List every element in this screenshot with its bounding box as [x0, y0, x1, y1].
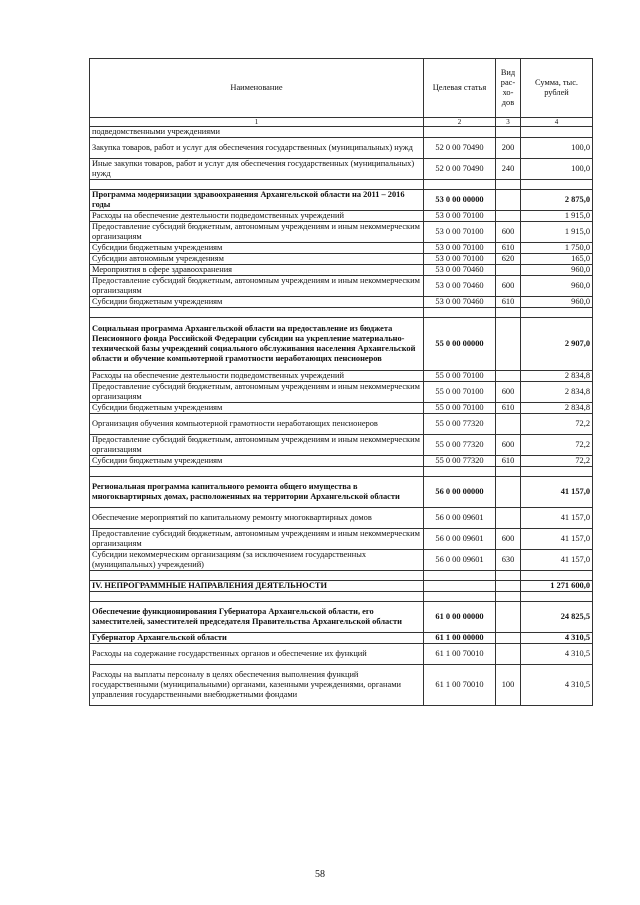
empty-cell [424, 592, 496, 602]
row-target-article: 61 1 00 70010 [424, 644, 496, 665]
table-row [90, 456, 593, 467]
column-numbers-row [90, 118, 593, 127]
row-sum: 1 271 600,0 [521, 581, 593, 592]
row-expense-type: 600 [496, 435, 521, 456]
empty-cell [90, 180, 424, 190]
row-target-article: 55 0 00 70100 [424, 382, 496, 403]
row-name: Иные закупки товаров, работ и услуг для обеспечения государственных (муниципальных) нужд [90, 159, 424, 180]
row-target-article: 53 0 00 70100 [424, 211, 496, 222]
empty-cell [424, 180, 496, 190]
row-name: подведомственными учреждениями [90, 127, 424, 138]
row-name: Расходы на выплаты персоналу в целях обеспечения выполнения функций государственными (муниципальными) органами, казенными учреждениями, органами управления государственными внебюджетными фондами [90, 665, 424, 706]
table-row [90, 318, 593, 371]
row-sum: 2 834,8 [521, 382, 593, 403]
row-sum: 41 157,0 [521, 508, 593, 529]
row-sum: 72,2 [521, 414, 593, 435]
row-name: Субсидии бюджетным учреждениям [90, 243, 424, 254]
header-expense-type: Вид рас-хо-дов [496, 59, 521, 118]
table-row [90, 159, 593, 180]
empty-cell [424, 571, 496, 581]
row-target-article: 61 0 00 00000 [424, 602, 496, 633]
row-expense-type: 100 [496, 665, 521, 706]
row-target-article: 55 0 00 00000 [424, 318, 496, 371]
table-row [90, 371, 593, 382]
row-name: Субсидии автономным учреждениям [90, 254, 424, 265]
table-row [90, 550, 593, 571]
header-target-article: Целевая статья [424, 59, 496, 118]
row-target-article: 53 0 00 70460 [424, 297, 496, 308]
row-name: Социальная программа Архангельской области на предоставление из бюджета Пенсионного фонда Российской Федерации субсидии на укрепление материально-технической базы учреждений социального обслуживания населения Архангельской области и обучение компьютерной грамотности неработающих пенсионеров [90, 318, 424, 371]
table-row [90, 529, 593, 550]
table-row [90, 190, 593, 211]
row-target-article: 53 0 00 70460 [424, 276, 496, 297]
row-sum: 4 310,5 [521, 644, 593, 665]
row-name: IV. НЕПРОГРАММНЫЕ НАПРАВЛЕНИЯ ДЕЯТЕЛЬНОСТИ [90, 581, 424, 592]
empty-cell [424, 308, 496, 318]
row-expense-type [496, 211, 521, 222]
page-number: 58 [315, 869, 325, 880]
row-sum: 4 310,5 [521, 665, 593, 706]
row-target-article: 53 0 00 70100 [424, 254, 496, 265]
row-name: Расходы на обеспечение деятельности подведомственных учреждений [90, 211, 424, 222]
row-expense-type [496, 581, 521, 592]
row-target-article: 55 0 00 77320 [424, 456, 496, 467]
empty-cell [521, 571, 593, 581]
row-sum: 2 875,0 [521, 190, 593, 211]
row-expense-type: 610 [496, 456, 521, 467]
spacer-row [90, 180, 593, 190]
row-target-article: 61 1 00 70010 [424, 665, 496, 706]
row-expense-type [496, 644, 521, 665]
row-name: Обеспечение мероприятий по капитальному ремонту многоквартирных домов [90, 508, 424, 529]
row-target-article: 56 0 00 09601 [424, 508, 496, 529]
table-row [90, 581, 593, 592]
budget-table [89, 58, 593, 706]
table-row [90, 382, 593, 403]
row-sum [521, 127, 593, 138]
row-expense-type [496, 265, 521, 276]
empty-cell [496, 180, 521, 190]
table-row [90, 414, 593, 435]
row-expense-type: 200 [496, 138, 521, 159]
table-row [90, 127, 593, 138]
empty-cell [496, 592, 521, 602]
row-expense-type [496, 371, 521, 382]
row-expense-type: 620 [496, 254, 521, 265]
table-row [90, 508, 593, 529]
row-sum: 1 915,0 [521, 222, 593, 243]
table-row [90, 602, 593, 633]
row-expense-type: 630 [496, 550, 521, 571]
row-name: Предоставление субсидий бюджетным, автономным учреждениям и иным некоммерческим организациям [90, 435, 424, 456]
column-number: 1 [90, 118, 424, 127]
empty-cell [521, 308, 593, 318]
table-row [90, 265, 593, 276]
row-sum: 100,0 [521, 159, 593, 180]
row-sum: 4 310,5 [521, 633, 593, 644]
table-row [90, 254, 593, 265]
row-name: Обеспечение функционирования Губернатора Архангельской области, его заместителей, заместителей председателя Правительства Архангельской области [90, 602, 424, 633]
table-row [90, 435, 593, 456]
row-sum: 165,0 [521, 254, 593, 265]
row-expense-type [496, 508, 521, 529]
table-row [90, 403, 593, 414]
row-name: Предоставление субсидий бюджетным, автономным учреждениям и иным некоммерческим организациям [90, 529, 424, 550]
spacer-row [90, 467, 593, 477]
row-target-article: 53 0 00 70100 [424, 243, 496, 254]
row-name: Расходы на обеспечение деятельности подведомственных учреждений [90, 371, 424, 382]
row-sum: 41 157,0 [521, 550, 593, 571]
row-name: Региональная программа капитального ремонта общего имущества в многоквартирных домах, расположенных на территории Архангельской области [90, 477, 424, 508]
row-target-article: 61 1 00 00000 [424, 633, 496, 644]
row-sum: 960,0 [521, 276, 593, 297]
empty-cell [521, 180, 593, 190]
table-row [90, 222, 593, 243]
row-sum: 41 157,0 [521, 529, 593, 550]
row-expense-type: 610 [496, 297, 521, 308]
row-target-article [424, 581, 496, 592]
row-target-article: 52 0 00 70490 [424, 159, 496, 180]
row-target-article: 55 0 00 77320 [424, 414, 496, 435]
row-name: Субсидии бюджетным учреждениям [90, 403, 424, 414]
row-sum: 1 750,0 [521, 243, 593, 254]
row-name: Предоставление субсидий бюджетным, автономным учреждениям и иным некоммерческим организациям [90, 382, 424, 403]
row-target-article: 53 0 00 70100 [424, 222, 496, 243]
table-row [90, 297, 593, 308]
row-sum: 100,0 [521, 138, 593, 159]
row-sum: 960,0 [521, 297, 593, 308]
empty-cell [496, 571, 521, 581]
empty-cell [496, 467, 521, 477]
spacer-row [90, 308, 593, 318]
row-expense-type [496, 318, 521, 371]
row-expense-type: 600 [496, 529, 521, 550]
column-number: 3 [496, 118, 521, 127]
row-name: Губернатор Архангельской области [90, 633, 424, 644]
row-target-article: 56 0 00 00000 [424, 477, 496, 508]
row-name: Закупка товаров, работ и услуг для обеспечения государственных (муниципальных) нужд [90, 138, 424, 159]
empty-cell [496, 308, 521, 318]
row-sum: 41 157,0 [521, 477, 593, 508]
table-row [90, 211, 593, 222]
table-body [90, 127, 593, 706]
table-row [90, 644, 593, 665]
empty-cell [90, 592, 424, 602]
table-row [90, 633, 593, 644]
row-expense-type: 600 [496, 382, 521, 403]
row-sum: 24 825,5 [521, 602, 593, 633]
row-sum: 960,0 [521, 265, 593, 276]
table-header-row [90, 59, 593, 118]
row-expense-type: 600 [496, 276, 521, 297]
row-sum: 2 907,0 [521, 318, 593, 371]
empty-cell [90, 308, 424, 318]
row-name: Расходы на содержание государственных органов и обеспечение их функций [90, 644, 424, 665]
column-number: 2 [424, 118, 496, 127]
row-expense-type [496, 190, 521, 211]
empty-cell [521, 592, 593, 602]
column-number: 4 [521, 118, 593, 127]
row-expense-type: 610 [496, 243, 521, 254]
row-expense-type: 600 [496, 222, 521, 243]
row-target-article: 55 0 00 70100 [424, 371, 496, 382]
row-expense-type: 240 [496, 159, 521, 180]
table-row [90, 243, 593, 254]
row-expense-type [496, 477, 521, 508]
header-sum: Сумма, тыс. рублей [521, 59, 593, 118]
row-target-article [424, 127, 496, 138]
row-name: Программа модернизации здравоохранения Архангельской области на 2011 – 2016 годы [90, 190, 424, 211]
row-sum: 1 915,0 [521, 211, 593, 222]
row-target-article: 55 0 00 77320 [424, 435, 496, 456]
row-target-article: 53 0 00 00000 [424, 190, 496, 211]
row-name: Субсидии некоммерческим организациям (за исключением государственных (муниципальных) учреждений) [90, 550, 424, 571]
table-row [90, 138, 593, 159]
row-expense-type [496, 127, 521, 138]
table-row [90, 477, 593, 508]
row-name: Субсидии бюджетным учреждениям [90, 297, 424, 308]
row-name: Субсидии бюджетным учреждениям [90, 456, 424, 467]
empty-cell [90, 571, 424, 581]
row-target-article: 52 0 00 70490 [424, 138, 496, 159]
row-name: Мероприятия в сфере здравоохранения [90, 265, 424, 276]
row-expense-type [496, 633, 521, 644]
table-row [90, 276, 593, 297]
row-sum: 2 834,8 [521, 403, 593, 414]
row-target-article: 55 0 00 70100 [424, 403, 496, 414]
empty-cell [90, 467, 424, 477]
row-sum: 72,2 [521, 456, 593, 467]
table-row [90, 665, 593, 706]
header-name: Наименование [90, 59, 424, 118]
row-target-article: 53 0 00 70460 [424, 265, 496, 276]
row-target-article: 56 0 00 09601 [424, 529, 496, 550]
row-name: Предоставление субсидий бюджетным, автономным учреждениям и иным некоммерческим организациям [90, 222, 424, 243]
row-expense-type [496, 602, 521, 633]
empty-cell [521, 467, 593, 477]
row-expense-type: 610 [496, 403, 521, 414]
spacer-row [90, 571, 593, 581]
row-expense-type [496, 414, 521, 435]
row-name: Организация обучения компьютерной грамотности неработающих пенсионеров [90, 414, 424, 435]
row-sum: 2 834,8 [521, 371, 593, 382]
empty-cell [424, 467, 496, 477]
row-sum: 72,2 [521, 435, 593, 456]
spacer-row [90, 592, 593, 602]
row-name: Предоставление субсидий бюджетным, автономным учреждениям и иным некоммерческим организациям [90, 276, 424, 297]
row-target-article: 56 0 00 09601 [424, 550, 496, 571]
